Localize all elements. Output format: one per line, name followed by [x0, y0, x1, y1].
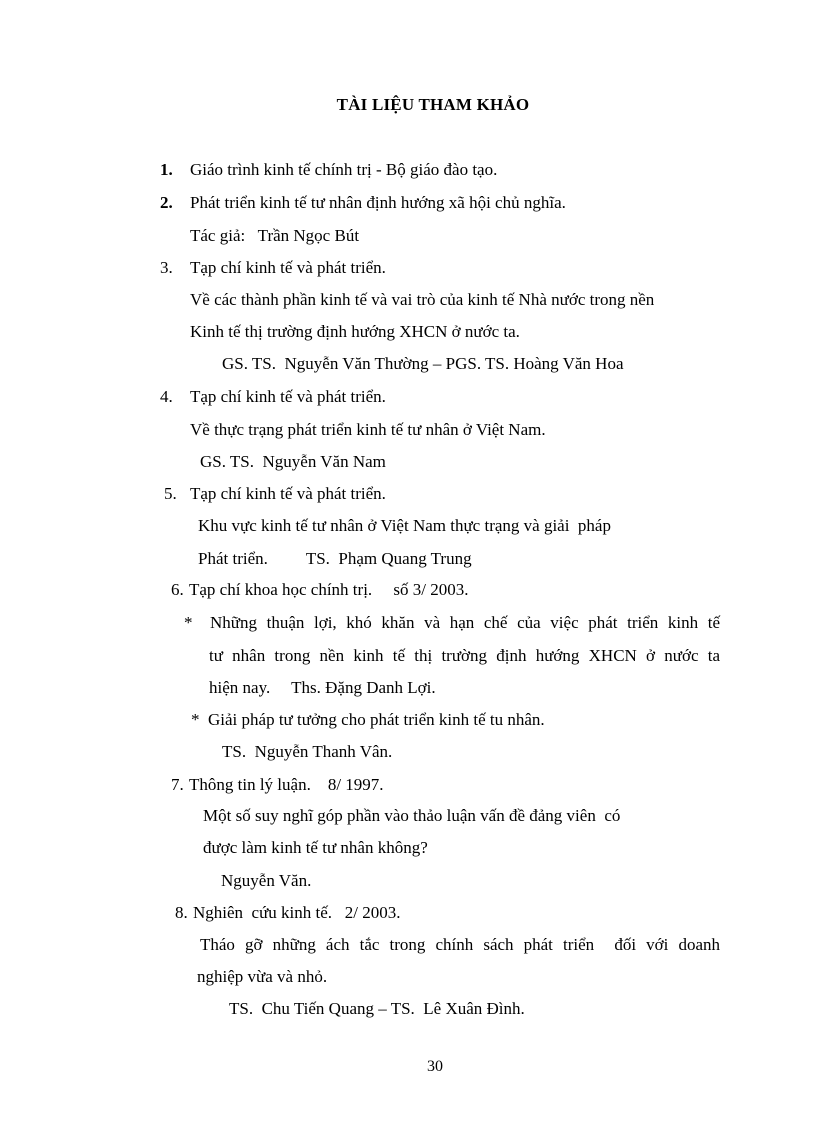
ref-4-author: GS. TS. Nguyễn Văn Nam [200, 452, 386, 471]
ref-3-line: Về các thành phần kinh tế và vai trò của kinh tế Nhà nước trong nền [190, 290, 655, 309]
ref-6b-author: TS. Nguyễn Thanh Vân. [222, 742, 393, 761]
ref-7-line: được làm kinh tế tư nhân không? [203, 838, 428, 857]
ref-7-number: 7. [171, 775, 184, 794]
ref-2-author: Tác giả: Trần Ngọc Bút [190, 226, 360, 245]
ref-4-line: Tạp chí kinh tế và phát triển. [190, 387, 386, 406]
ref-5-line: Phát triển. TS. Phạm Quang Trung [198, 549, 472, 568]
ref-6b-line: Giải pháp tư tưởng cho phát triển kinh tế tu nhân. [208, 710, 545, 729]
ref-7-author: Nguyễn Văn. [221, 871, 312, 890]
ref-1-line: Giáo trình kinh tế chính trị - Bộ giáo đào tạo. [190, 160, 498, 179]
ref-1-number: 1. [160, 160, 173, 179]
ref-4-number: 4. [160, 387, 173, 406]
ref-5-line: Khu vực kinh tế tư nhân ở Việt Nam thực trạng và giải pháp [198, 516, 611, 535]
ref-8-author: TS. Chu Tiến Quang – TS. Lê Xuân Đình. [229, 999, 525, 1018]
ref-8-line: nghiệp vừa và nhỏ. [197, 967, 328, 986]
ref-6-line: Tạp chí khoa học chính trị. số 3/ 2003. [189, 580, 469, 599]
page-title: TÀI LIỆU THAM KHẢO [336, 95, 530, 114]
ref-8-line: Tháo gỡ những ách tắc trong chính sách phát triển đối với doanh [200, 935, 720, 954]
ref-7-line: Thông tin lý luận. 8/ 1997. [189, 775, 384, 794]
ref-6a-line: hiện nay. Ths. Đặng Danh Lợi. [209, 678, 436, 697]
ref-3-line: Tạp chí kinh tế và phát triển. [190, 258, 386, 277]
ref-8-line: Nghiên cứu kinh tế. 2/ 2003. [193, 903, 401, 922]
ref-4-line: Về thực trạng phát triển kinh tế tư nhân ở Việt Nam. [190, 420, 546, 439]
ref-7-line: Một số suy nghĩ góp phần vào thảo luận vấn đề đảng viên có [203, 806, 621, 825]
ref-3-number: 3. [160, 258, 173, 277]
ref-5-line: Tạp chí kinh tế và phát triển. [190, 484, 386, 503]
ref-6a-line: tư nhân trong nền kinh tế thị trường định hướng XHCN ở nước ta [209, 646, 720, 665]
ref-8-number: 8. [175, 903, 188, 922]
ref-3-line: Kinh tế thị trường định hướng XHCN ở nước ta. [190, 322, 520, 341]
ref-3-author: GS. TS. Nguyễn Văn Thường – PGS. TS. Hoàng Văn Hoa [222, 354, 624, 373]
ref-6-number: 6. [171, 580, 184, 599]
ref-6b-bullet: * [191, 710, 200, 729]
ref-6a-bullet: * [184, 613, 193, 632]
ref-2-line: Phát triển kinh tế tư nhân định hướng xã hội chủ nghĩa. [190, 193, 566, 212]
ref-5-number: 5. [164, 484, 177, 503]
ref-6a-line: Những thuận lợi, khó khăn và hạn chế của việc phát triển kinh tế [210, 613, 720, 632]
page-number: 30 [427, 1058, 443, 1075]
ref-2-number: 2. [160, 193, 173, 212]
